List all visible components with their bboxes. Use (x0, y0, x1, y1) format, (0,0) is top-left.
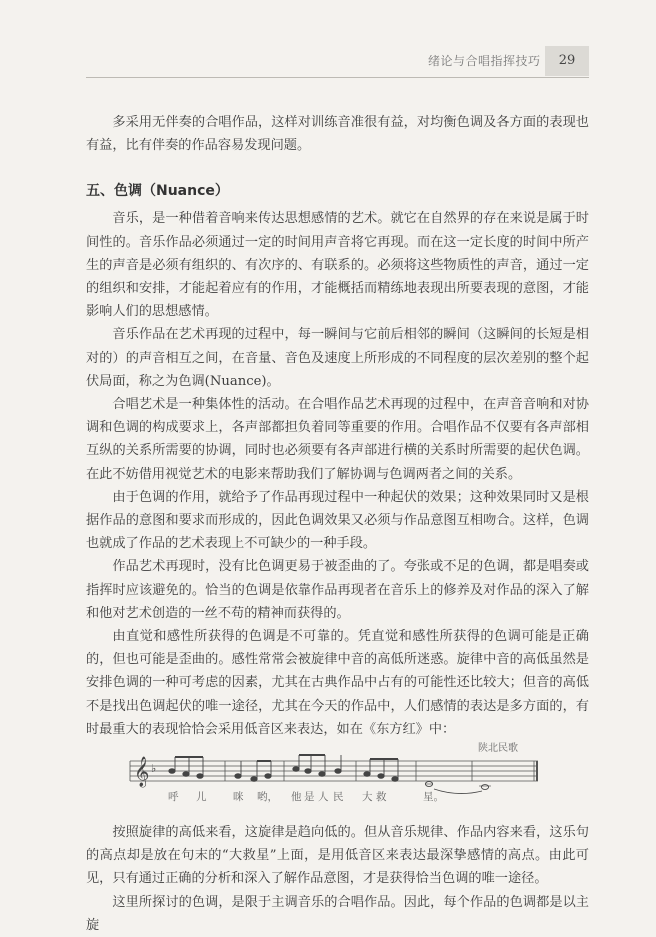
lyric-syllable: 他 (291, 791, 302, 804)
lyric-syllable: 呼 (168, 791, 179, 804)
page-number: 29 (545, 46, 589, 76)
paragraph-2: 音乐作品在艺术再现的过程中，每一瞬间与它前后相邻的瞬间（这瞬间的长短是相对的）的声音相互之间，在音量、音色及速度上所形成的不同程度的层次差别的整个起伏局面，称之为色调(Nuance)。 (86, 327, 589, 389)
lyric-syllable: 是 (304, 791, 315, 804)
lyric-syllable: 人 (318, 791, 329, 804)
paragraph-3: 合唱艺术是一种集体性的活动。在合唱作品艺术再现的过程中，在声音音响和对协调和色调的构成要求上，各声部都担负着同等重要的作用。合唱作品不仅要有各声部相互纵的关系所需要的协调，同时也必须要有各声部进行横的关系时所需要的起伏色调。在此不妨借用视觉艺术的电影来帮助我们了解协调与色调两者之间的关系。 (86, 397, 589, 482)
lyric-syllable: 哟， (257, 791, 278, 804)
paragraph-1: 音乐，是一种借着音响来传达思想感情的艺术。就它在自然界的存在来说是属于时间性的。音乐作品必须通过一定的时间用声音将它再现。而在这一定长度的时间中所产生的声音是必须有组织的、有次序的、有联系的。必须将这些物质性的声音，通过一定的组织和安排，才能起着应有的作用，才能概括而精练地表现出所要表现的意图，才能影响人们的思想感情。 (86, 211, 589, 320)
paragraph-0: 多采用无伴奏的合唱作品，这样对训练音准很有益，对均衡色调及各方面的表现也有益，比有伴奏的作品容易发现问题。 (86, 115, 589, 154)
lyric-syllable: 咪 (233, 791, 244, 804)
score-source: 陕北民歌 (478, 743, 518, 755)
paragraph-6: 由直觉和感性所获得的色调是不可靠的。凭直觉和感性所获得的色调可能是正确的，但也可能是歪曲的。感性常常会被旋律中音的高低所迷惑。旋律中音的高低虽然是安排色调的一种可考虑的因素，尤其在古典作品中占有的可能性还比较大；但音的高低不是找出色调起伏的唯一途径，尤其在今天的作品中，人们感情的表达是多方面的，有时最重大的表现恰恰会采用低音区来表达，如在《东方红》中： (86, 629, 589, 737)
paragraph-4: 由于色调的作用，就给予了作品再现过程中一种起伏的效果；这种效果同时又是根据作品的意图和要求而形成的，因此色调效果又必须与作品意图互相吻合。这样，色调也就成了作品的艺术表现上不可缺少的一种手段。 (86, 489, 589, 552)
score-staff (86, 743, 589, 815)
lyric-syllable: 大 (362, 791, 373, 804)
paragraph-5: 作品艺术再现时，没有比色调更易于被歪曲的了。夸张或不足的色调，都是唱奏或指挥时应该避免的。恰当的色调是依靠作品再现者在音乐上的修养及对作品的深入了解和他对艺术创造的一丝不苟的精神而获得的。 (86, 559, 589, 621)
section-heading: 五、色调（Nuance） (86, 183, 229, 200)
header-title: 绪论与合唱指挥技巧 (428, 54, 541, 68)
lyric-syllable: 救 (376, 791, 387, 804)
header-rule (86, 77, 589, 78)
page-body (86, 111, 589, 937)
lyric-syllable: 儿 (196, 791, 207, 804)
treble-clef-icon: 𝄞 (134, 757, 150, 788)
paragraph-7: 按照旋律的高低来看，这旋律是趋向低的。但从音乐规律、作品内容来看，这乐句的高点却是放在句末的“大救星”上面，是用低音区来表达最深挚感情的高点。由此可见，只有通过正确的分析和深入了解作品意图，才是获得恰当色调的唯一途径。 (86, 825, 589, 887)
music-score (86, 743, 589, 815)
paragraph-8: 这里所探讨的色调，是限于主调音乐的合唱作品。因此，每个作品的色调都是以主旋 (86, 894, 589, 933)
lyric-syllable: 民 (333, 791, 344, 804)
flat-sign-icon: ♭ (151, 762, 157, 776)
lyric-syllable: 星。 (423, 791, 444, 804)
